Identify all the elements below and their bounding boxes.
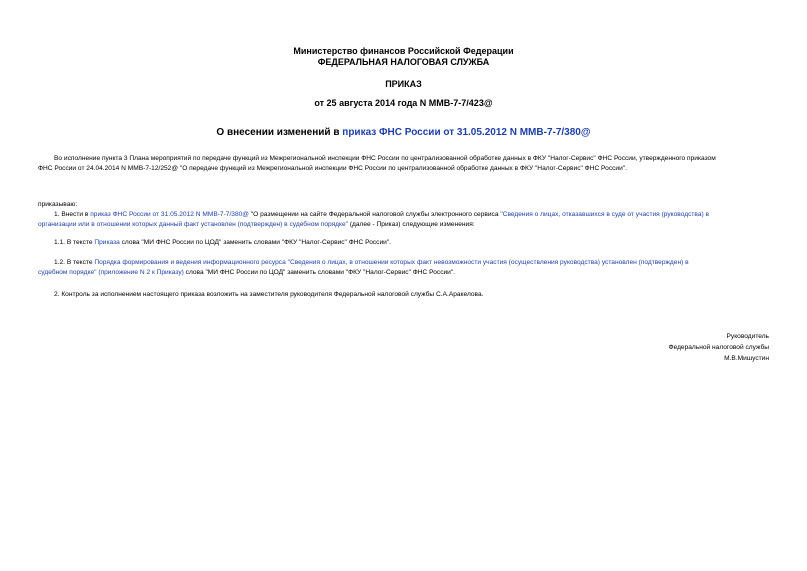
item-1-2-line-1 (54, 259, 774, 267)
item-1-service-link-cont[interactable]: организации или в отношении которых данный факт установлен (подтвержден) в судебном порядке" (38, 221, 348, 228)
doc-type-heading: ПРИКАЗ (385, 79, 422, 89)
title-link[interactable]: приказ ФНС России от 31.05.2012 N ММВ-7-7/380@ (342, 127, 591, 138)
signature-role-2: Федеральной налоговой службы (668, 344, 769, 351)
item-2: 2. Контроль за исполнением настоящего приказа возложить на заместителя руководителя Федеральной налоговой службы С.А.Аракелова. (54, 291, 484, 298)
item-1-1-lead: 1.1. В тексте (54, 239, 95, 246)
item-1-1-link[interactable]: Приказа (94, 239, 120, 246)
order-word: приказываю: (38, 201, 78, 208)
preamble-line-1: Во исполнение пункта 3 Плана мероприятий по передаче функций из Межрегиональной инспекции ФНС России по централизованной обработке данных в ФКУ "Налог-Сервис" ФНС России, утвержденного приказом (54, 155, 716, 162)
item-1-2-line-2 (38, 269, 774, 277)
preamble-line-2: ФНС России от 24.04.2014 N ММВ-7-12/252@ "О передаче функций из Межрегиональной инспекции ФНС России по централизованной обработке данных в ФКУ "Налог-Сервис" ФНС России". (38, 165, 627, 172)
signature-role-1: Руководитель (726, 333, 769, 340)
item-1-2-link-cont[interactable]: судебном порядке" (приложение N 2 к Приказу) (38, 269, 184, 276)
document-title (0, 127, 807, 138)
item-1-1 (54, 239, 774, 247)
item-1-2-link[interactable]: Порядка формирования и ведения информационного ресурса "Сведения о лицах, в отношении которых факт невозможности участия (осуществления руководства) установлен (подтвержден) в (94, 259, 689, 266)
item-1-service-link[interactable]: "Сведения о лицах, отказавшихся в суде от участия (руководства) в (500, 211, 710, 218)
service-heading: ФЕДЕРАЛЬНАЯ НАЛОГОВАЯ СЛУЖБА (317, 57, 490, 67)
item-1-order-link[interactable]: приказ ФНС России от 31.05.2012 N ММВ-7-7/380@ (90, 211, 249, 218)
item-1-lead: 1. Внести в (54, 211, 91, 218)
item-1-1-tail: слова "МИ ФНС России по ЦОД" заменить словами "ФКУ "Налог-Сервис" ФНС России". (119, 239, 392, 246)
item-1-tail: (далее - Приказ) следующие изменения: (347, 221, 475, 228)
date-number-heading: от 25 августа 2014 года N ММВ-7-7/423@ (314, 98, 493, 108)
item-1-2-tail: слова "МИ ФНС России по ЦОД" заменить словами "ФКУ "Налог-Сервис" ФНС России". (183, 269, 456, 276)
ministry-heading: Министерство финансов Российской Федерации (293, 46, 514, 56)
item-1-mid: "О размещении на сайте Федеральной налоговой службы электронного сервиса (249, 211, 501, 218)
title-prefix: О внесении изменений в (216, 127, 343, 138)
item-1-2-lead: 1.2. В тексте (54, 259, 95, 266)
signature-name: М.В.Мишустин (724, 355, 769, 362)
item-1-line-1 (54, 211, 774, 219)
item-1-line-2 (38, 221, 774, 229)
